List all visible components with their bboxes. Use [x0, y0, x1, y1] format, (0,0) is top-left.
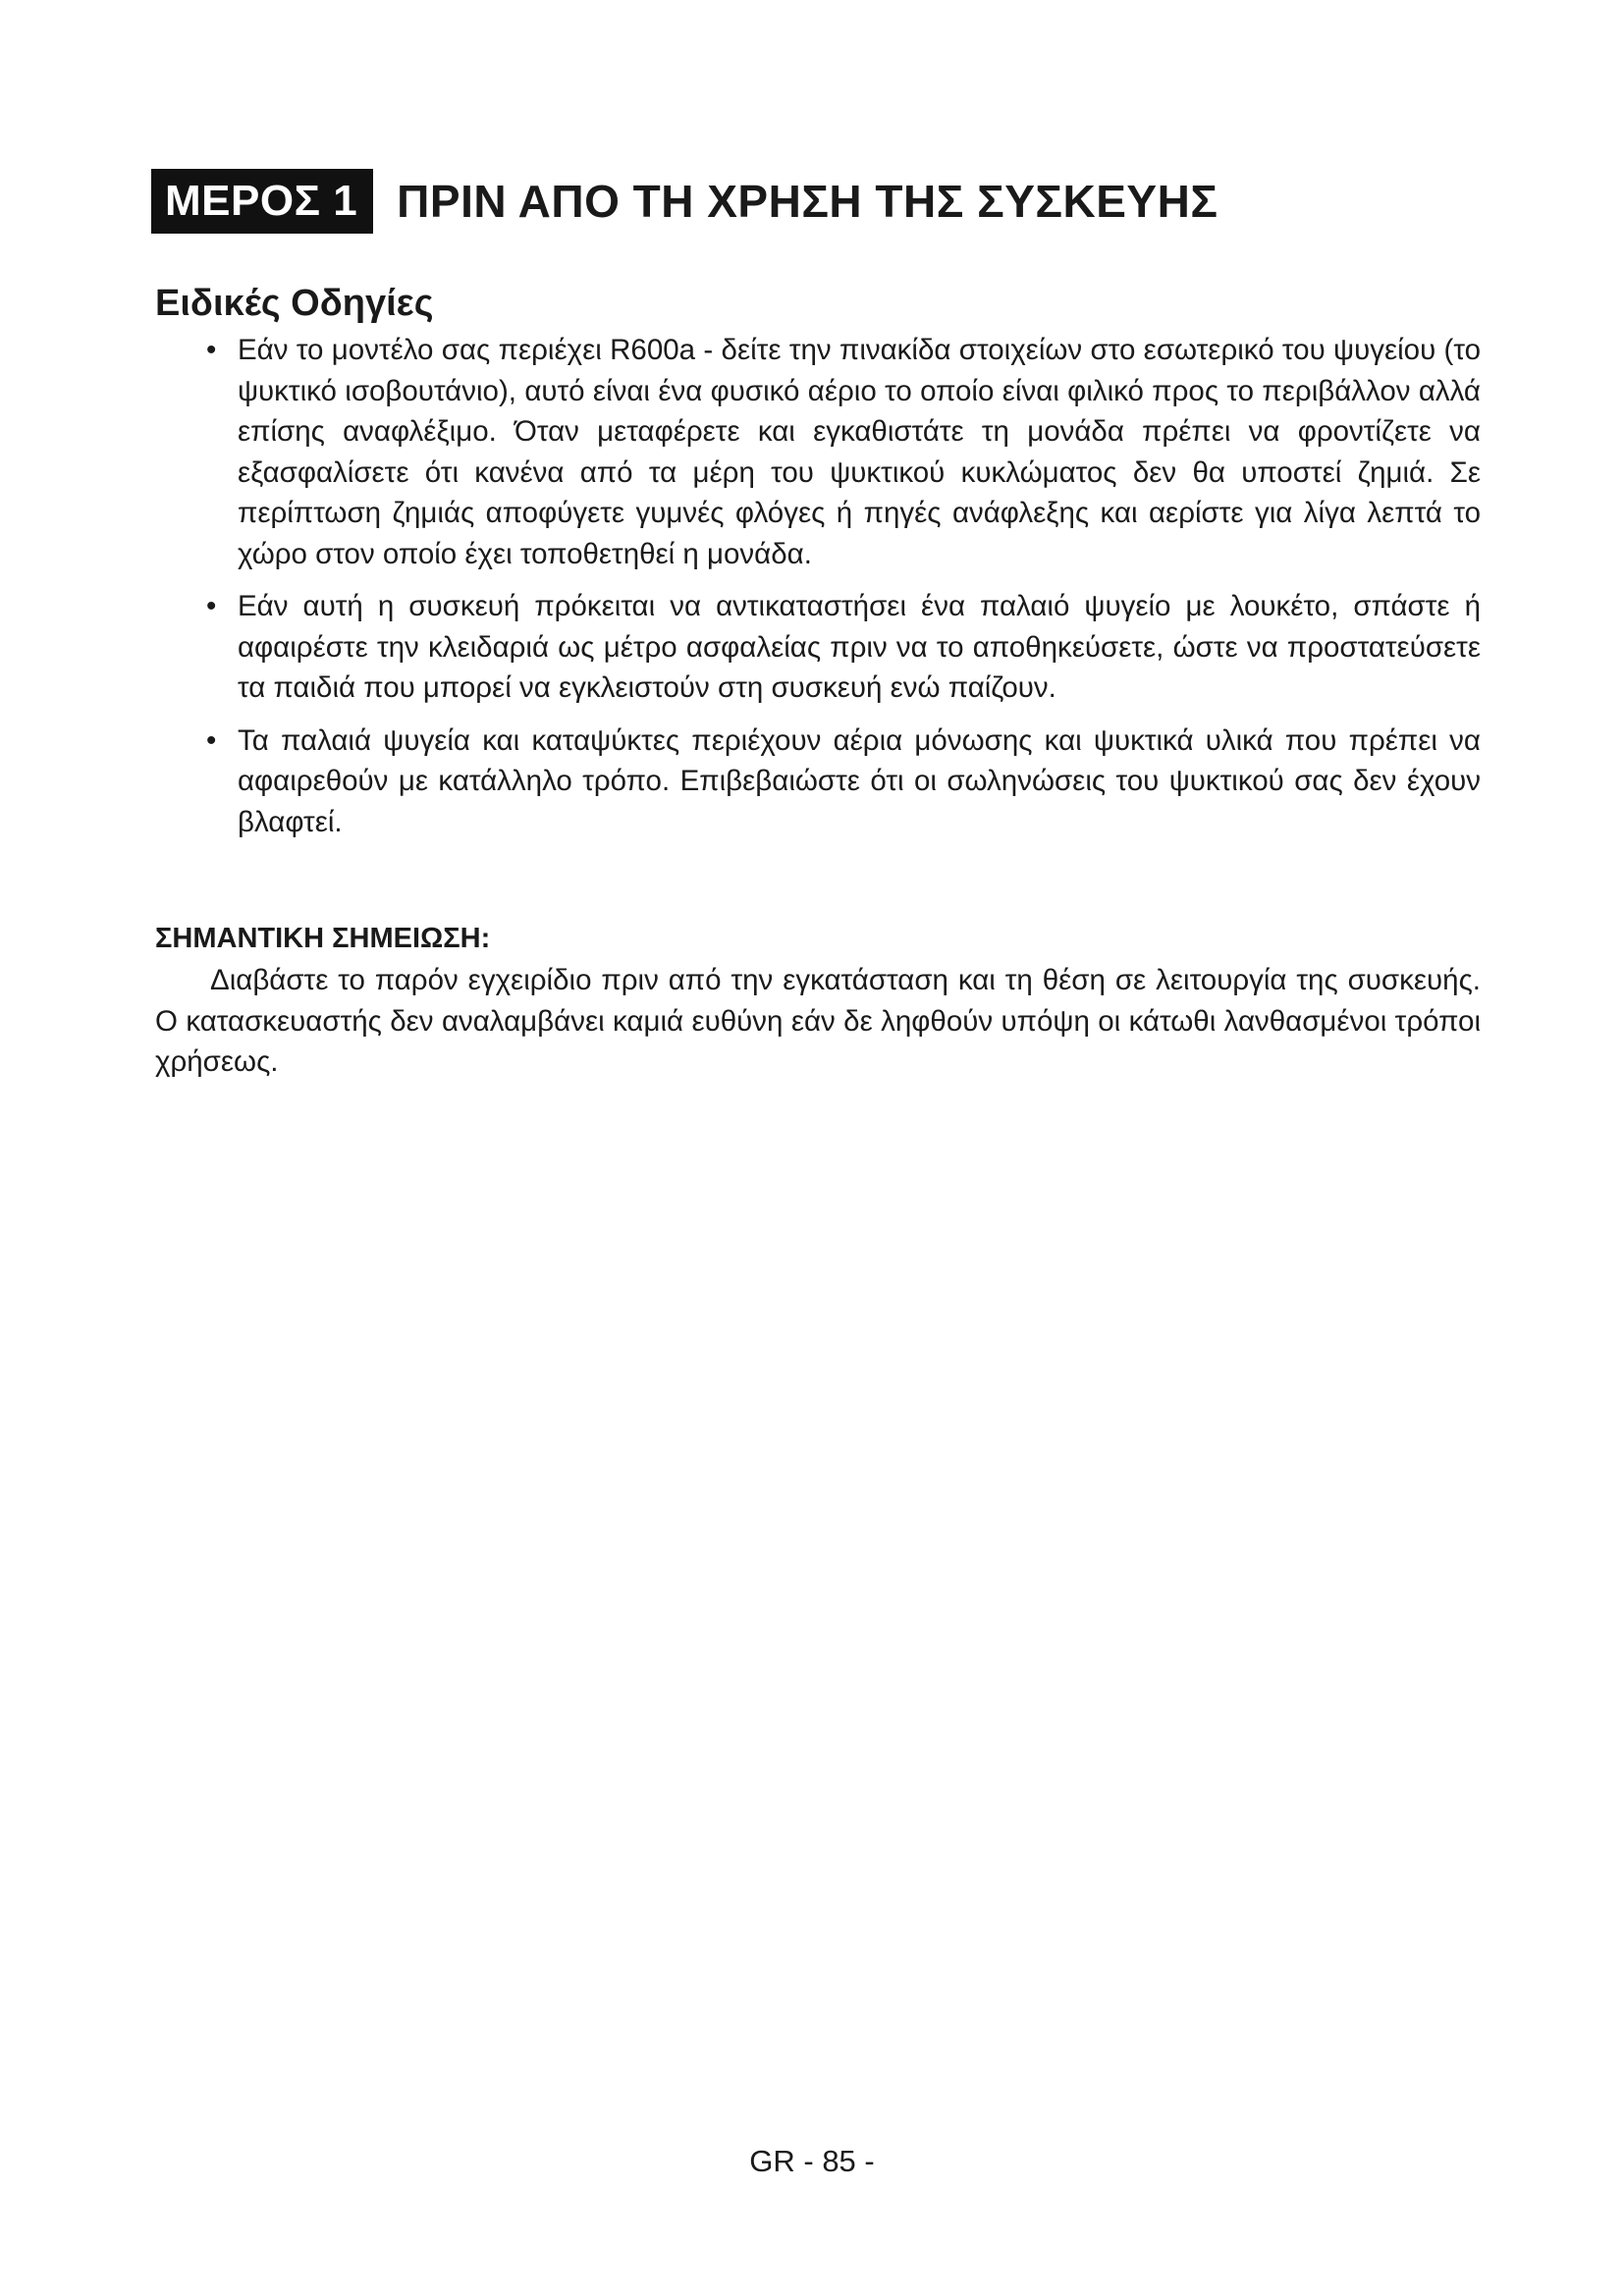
- note-body: Διαβάστε το παρόν εγχειρίδιο πριν από την εγκατάσταση και τη θέση σε λειτουργία της συσκευής. Ο κατασκευαστής δεν αναλαμβάνει καμιά ευθύνη εάν δε ληφθούν υπόψη οι κάτωθι λανθασμένοι τρόποι χρήσεως.: [155, 964, 1481, 1078]
- section-title: Ειδικές Οδηγίες: [155, 283, 434, 324]
- bullet-icon: •: [206, 334, 217, 366]
- instruction-list: [206, 330, 1481, 854]
- list-item: [206, 721, 1481, 843]
- list-item-text: Εάν αυτή η συσκευή πρόκειται να αντικαταστήσει ένα παλαιό ψυγείο με λουκέτο, σπάστε ή αφαιρέστε την κλειδαριά ως μέτρο ασφαλείας πριν να το αποθηκεύσετε, ώστε να προστατεύσετε τα παιδιά που μπορεί να εγκλειστούν στη συσκευή ενώ παίζουν.: [238, 590, 1481, 704]
- bullet-icon: •: [206, 723, 217, 757]
- note-title: ΣΗΜΑΝΤΙΚΗ ΣΗΜΕΙΩΣΗ:: [155, 923, 491, 954]
- part-badge: ΜΕΡΟΣ 1: [151, 169, 373, 234]
- page-title: ΠΡΙΝ ΑΠΟ ΤΗ ΧΡΗΣΗ ΤΗΣ ΣΥΣΚΕΥΗΣ: [397, 176, 1218, 227]
- list-item-text: Εάν το μοντέλο σας περιέχει R600a - δείτε την πινακίδα στοιχείων στο εσωτερικό του ψυγείου (το ψυκτικό ισοβουτάνιο), αυτό είναι ένα φυσικό αέριο το οποίο είναι φιλικό προς το περιβάλλον αλλά επίσης αναφλέξιμο. Όταν μεταφέρετε και εγκαθιστάτε τη μονάδα πρέπει να φροντίζετε να εξασφαλίσετε ότι κανένα από τα μέρη του ψυκτικού κυκλώματος δεν θα υποστεί ζημιά. Σε περίπτωση ζημιάς αποφύγετε γυμνές φλόγες ή πηγές ανάφλεξης και αερίστε για λίγα λεπτά το χώρο στον οποίο έχει τοποθετηθεί η μονάδα.: [238, 334, 1481, 570]
- page-number: GR - 85 -: [749, 2144, 875, 2178]
- bullet-icon: •: [206, 590, 217, 622]
- part-header: [151, 169, 1218, 234]
- list-item: [206, 586, 1481, 709]
- list-item: [206, 330, 1481, 574]
- list-item-text: Τα παλαιά ψυγεία και καταψύκτες περιέχουν αέρια μόνωσης και ψυκτικά υλικά που πρέπει να αφαιρεθούν με κατάλληλο τρόπο. Επιβεβαιώστε ότι οι σωληνώσεις του ψυκτικού σας δεν έχουν βλαφτεί.: [238, 723, 1481, 838]
